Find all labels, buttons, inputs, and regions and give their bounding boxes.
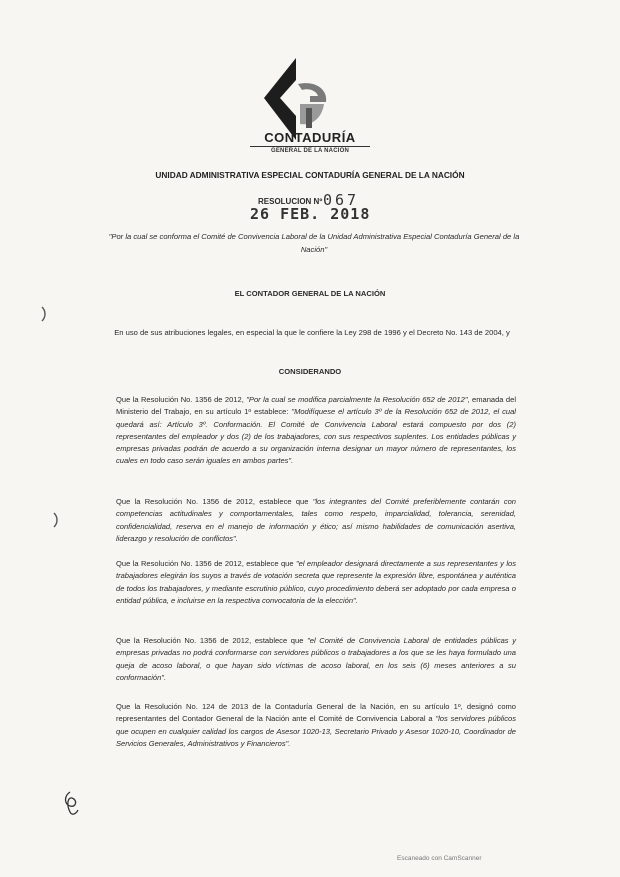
- considerando-paragraph-4: [116, 635, 516, 684]
- authority-heading: EL CONTADOR GENERAL DE LA NACIÓN: [234, 289, 386, 298]
- margin-scan-mark: [52, 512, 60, 528]
- legal-basis: En uso de sus atribuciones legales, en especial la que le confiere la Ley 298 de 1996 y el Decreto No. 143 de 2004, y: [114, 328, 510, 337]
- p3-text: Que la Resolución No. 1356 de 2012, establece que: [116, 559, 296, 568]
- considerando-paragraph-3: [116, 558, 516, 607]
- brand-subtitle: GENERAL DE LA NACIÓN: [270, 148, 349, 154]
- handwritten-initial-icon: [60, 790, 82, 818]
- p4-text: Que la Resolución No. 1356 de 2012, establece que: [116, 636, 308, 645]
- p3-quote: "el empleador designará directamente a sus representantes y los trabajadores elegirán los suyos a través de votación secreta que represente la expresión libre, espontánea y auténtica de todos los trabajadores, y mediante escrutinio público, cuyo procedimiento deberá ser adoptado por cada empresa o entidad pública, e incluirse en la respectiva convocatoria de la elección".: [116, 559, 516, 605]
- considerando-paragraph-1: [116, 394, 516, 468]
- resolution-date: 26 FEB. 2018: [250, 205, 371, 223]
- resolution-label: RESOLUCION Nº: [258, 197, 323, 206]
- p2-quote: "los integrantes del Comité preferiblemente contarán con competencias actitudinales y comportamentales, tales como respeto, imparcialidad, tolerancia, serenidad, confidencialidad, reserva en el manejo de información y ético; así mismo habilidades de comunicación asertiva, liderazgo y resolución de conflictos".: [116, 497, 516, 543]
- p1-quote-a: "Por la cual se modifica parcialmente la Resolución 652 de 2012": [246, 395, 468, 404]
- resolution-purpose: "Por la cual se conforma el Comité de Convivencia Laboral de la Unidad Administrativa Especial Contaduría General de la Nación": [108, 232, 520, 254]
- p1-text-b: , emanada del Ministerio del Trabajo, en su artículo 1º establece:: [116, 395, 516, 417]
- considerando-paragraph-2: [116, 496, 516, 545]
- considerando-heading: CONSIDERANDO: [278, 367, 342, 376]
- p1-quote-b: "Modifíquese el artículo 3º de la Resolución 652 de 2012, el cual quedará así: Artículo 3º. Conformación. El Comité de Convivencia Laboral estará compuesto por dos (2) representantes del empleador y dos (2) de los trabajadores, con sus respectivos suplentes. Los entidades públicas y empresas privadas podrán de acuerdo a su organización interna designar un mayor número de representantes, los cuales en todo caso serán iguales en ambos partes".: [116, 407, 516, 466]
- unit-title: UNIDAD ADMINISTRATIVA ESPECIAL CONTADURÍA GENERAL DE LA NACIÓN: [155, 170, 465, 180]
- considerando-paragraph-5: [116, 701, 516, 750]
- scanner-watermark: Escaneado con CamScanner: [397, 855, 482, 862]
- brand-name: CONTADURÍA: [250, 130, 370, 147]
- p2-text: Que la Resolución No. 1356 de 2012, establece que: [116, 497, 313, 506]
- p4-quote: "el Comité de Convivencia Laboral de entidades públicas y empresas privadas no podrá conformarse con servidores públicos o trabajadores a los que se les haya formulado una queja de acoso laboral, o que hayan sido víctimas de acoso laboral, en los seis (6) meses anteriores a su conformación".: [116, 636, 517, 682]
- p5-quote: "los servidores públicos que ocupen en cualquier calidad los cargos de Asesor 1020-13, Secretario Privado y Asesor 1020-10, Coordinador de Servicios Generales, Administrativos y Financieros".: [116, 714, 516, 748]
- p5-text: Que la Resolución No. 124 de 2013 de la Contaduría General de la Nación, en su artículo 1º, designó como representantes del Contador General de la Nación ante el Comité de Convivencia Laboral a: [116, 702, 516, 724]
- margin-scan-mark: [40, 306, 48, 322]
- p1-text-a: Que la Resolución No. 1356 de 2012,: [116, 395, 247, 404]
- resolution-number: 067: [323, 191, 360, 209]
